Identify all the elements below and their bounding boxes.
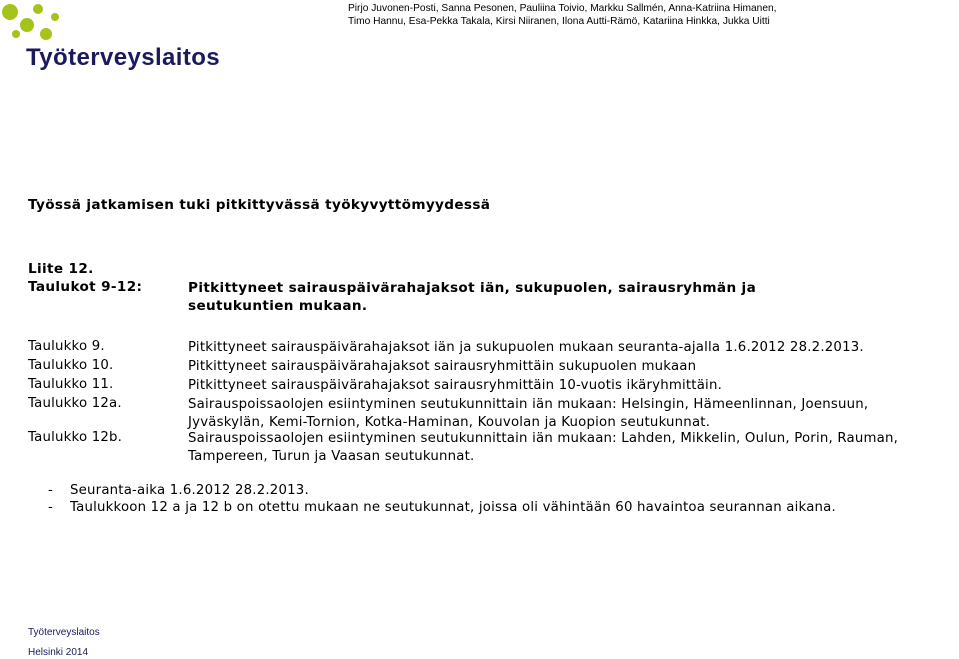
authors-line-1: Pirjo Juvonen-Posti, Sanna Pesonen, Pauliina Toivio, Markku Sallmén, Anna-Katriina Himanen,: [348, 3, 777, 14]
appendix-label: Liite 12.: [28, 261, 94, 277]
table-description: Pitkittyneet sairauspäivärahajaksot sairausryhmittäin 10-vuotis ikäryhmittäin.: [188, 378, 723, 393]
logo-text: Työterveyslaitos: [26, 44, 221, 71]
table-description-line-2: Jyväskylän, Kemi-Tornion, Kotka-Haminan, Kouvolan ja Kuopion seutukunnat.: [188, 415, 711, 430]
note-item: [48, 500, 836, 515]
authors-block: [348, 2, 953, 28]
note-item: [48, 483, 309, 498]
table-description-line-2: Tampereen, Turun ja Vaasan seutukunnat.: [188, 449, 475, 464]
document-title: Työssä jatkamisen tuki pitkittyvässä työkyvyttömyydessä: [28, 197, 491, 213]
note-bullet: -: [48, 500, 53, 515]
table-description-line-1: Sairauspoissaolojen esiintyminen seutukunnittain iän mukaan: Lahden, Mikkelin, Oulun, Porin, Rauman,: [188, 431, 899, 446]
table-label: Taulukko 10.: [28, 358, 114, 373]
note-text: Seuranta-aika 1.6.2012 28.2.2013.: [70, 483, 309, 498]
tables-range-label: Taulukot 9-12:: [28, 279, 143, 295]
table-label: Taulukko 12b.: [28, 430, 123, 445]
table-description: Pitkittyneet sairauspäivärahajaksot iän ja sukupuolen mukaan seuranta-ajalla 1.6.2012 28.2.2013.: [188, 340, 864, 355]
table-description-line-1: Sairauspoissaolojen esiintyminen seutukunnittain iän mukaan: Helsingin, Hämeenlinnan, Joensuun,: [188, 397, 869, 412]
authors-line-2: Timo Hannu, Esa-Pekka Takala, Kirsi Niiranen, Ilona Autti-Rämö, Katariina Hinkka, Jukka Uitti: [348, 16, 770, 27]
table-label: Taulukko 12a.: [28, 396, 122, 411]
tables-range-description: Pitkittyneet sairauspäivärahajaksot iän, sukupuolen, sairausryhmän ja seutukuntien mukaan.: [188, 280, 757, 314]
logo: [0, 0, 240, 80]
table-label: Taulukko 9.: [28, 339, 105, 354]
note-bullet: -: [48, 483, 53, 498]
table-description: Pitkittyneet sairauspäivärahajaksot sairausryhmittäin sukupuolen mukaan: [188, 359, 697, 374]
table-label: Taulukko 11.: [28, 377, 114, 392]
footer-org: Työterveyslaitos: [28, 627, 100, 638]
note-text: Taulukkoon 12 a ja 12 b on otettu mukaan ne seutukunnat, joissa oli vähintään 60 havaintoa seurannan aikana.: [70, 500, 836, 515]
footer-place-year: Helsinki 2014: [28, 647, 89, 658]
